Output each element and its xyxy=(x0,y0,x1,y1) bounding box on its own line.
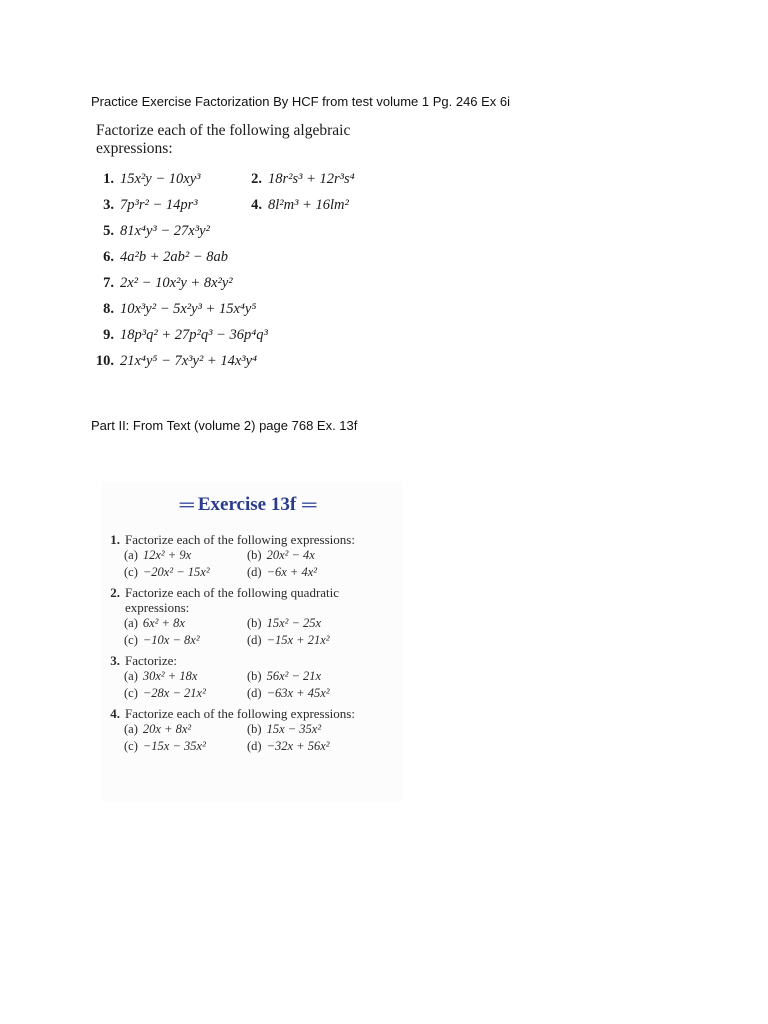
question-part: (b) 15x − 35x² xyxy=(247,722,322,736)
part1-title: Practice Exercise Factorization By HCF from test volume 1 Pg. 246 Ex 6i xyxy=(91,94,511,109)
question-text: Factorize each of the following expressions: xyxy=(125,706,355,721)
problem-item: 1. 15x²y − 10xy³ xyxy=(103,171,201,187)
double-dash-icon: ═ xyxy=(302,493,315,516)
problem-item: 4. 8l²m³ + 16lm² xyxy=(251,197,349,213)
problem-item: 9. 18p³q² + 27p²q³ − 36p⁴q³ xyxy=(103,327,268,343)
question-part: (b) 20x² − 4x xyxy=(247,548,315,562)
question-number: 3. xyxy=(110,653,120,668)
problem-row xyxy=(92,270,392,296)
problem-item: 5. 81x⁴y³ − 27x³y² xyxy=(103,223,210,239)
problem-item: 3. 7p³r² − 14pr³ xyxy=(103,197,198,213)
problem-item: 8. 10x³y² − 5x²y³ + 15x⁴y⁵ xyxy=(103,301,257,317)
question xyxy=(102,585,402,649)
question xyxy=(102,706,402,755)
question xyxy=(102,653,402,702)
question-text: Factorize: xyxy=(125,653,177,668)
question-part: (a) 20x + 8x² xyxy=(124,722,192,736)
problem-row xyxy=(92,244,392,270)
question-part: (d) −6x + 4x² xyxy=(247,565,318,579)
problem-item: 2. 18r²s³ + 12r³s⁴ xyxy=(251,171,355,187)
question-part: (c) −15x − 35x² xyxy=(124,739,206,753)
part2-title: Part II: From Text (volume 2) page 768 Ex. 13f xyxy=(91,418,358,433)
question-part: (a) 30x² + 18x xyxy=(124,669,198,683)
problem-item: 10. 21x⁴y⁵ − 7x³y² + 14x³y⁴ xyxy=(95,353,258,369)
question-number: 2. xyxy=(110,585,120,600)
question-part: (b) 56x² − 21x xyxy=(247,669,322,683)
question-part: (a) 6x² + 8x xyxy=(124,616,185,630)
question-part: (a) 12x² + 9x xyxy=(124,548,192,562)
question-part: (c) −10x − 8x² xyxy=(124,633,200,647)
problem-row xyxy=(92,296,392,322)
part1-instruction: Factorize each of the following algebraic expressions: xyxy=(96,122,351,157)
question-number: 4. xyxy=(110,706,120,721)
exercise-title xyxy=(92,492,402,518)
question xyxy=(102,532,402,581)
question-part: (c) −20x² − 15x² xyxy=(124,565,210,579)
question-part: (d) −63x + 45x² xyxy=(247,686,330,700)
problem-row xyxy=(92,322,392,348)
question-part: (d) −32x + 56x² xyxy=(247,739,330,753)
exercise-13f-scan xyxy=(102,482,402,802)
problem-row xyxy=(92,192,392,218)
double-dash-icon: ═ xyxy=(179,493,192,516)
problem-row xyxy=(92,348,392,374)
question-text: Factorize each of the following quadratic expressions: xyxy=(125,585,340,615)
problem-row xyxy=(92,166,392,192)
problem-item: 7. 2x² − 10x²y + 8x²y² xyxy=(103,275,233,291)
question-text: Factorize each of the following expressions: xyxy=(125,532,355,547)
question-part: (d) −15x + 21x² xyxy=(247,633,330,647)
question-number: 1. xyxy=(110,532,120,547)
question-part: (b) 15x² − 25x xyxy=(247,616,322,630)
exercise-6i-scan xyxy=(92,122,392,374)
exercise-title-text: Exercise 13f xyxy=(197,494,297,515)
problem-row xyxy=(92,218,392,244)
question-part: (c) −28x − 21x² xyxy=(124,686,206,700)
problem-item: 6. 4a²b + 2ab² − 8ab xyxy=(103,249,229,265)
